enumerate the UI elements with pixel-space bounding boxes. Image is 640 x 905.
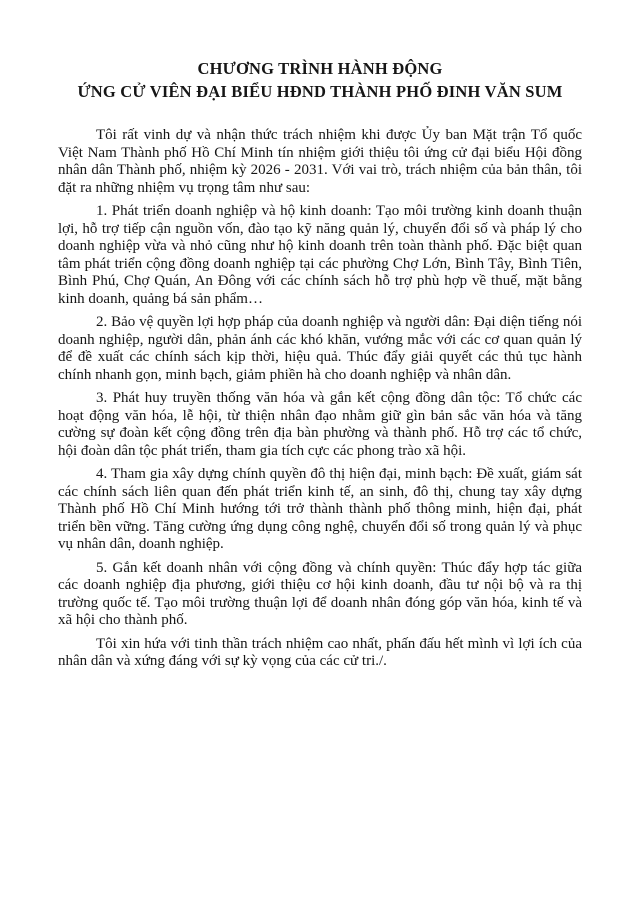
paragraph-closing-pledge: Tôi xin hứa với tinh thần trách nhiệm cao nhất, phấn đấu hết mình vì lợi ích của nhân dân và xứng đáng với sự kỳ vọng của các cử tri./. xyxy=(58,635,582,669)
paragraph-item-1-business-development: 1. Phát triển doanh nghiệp và hộ kinh doanh: Tạo môi trường kinh doanh thuận lợi, hỗ trợ tiếp cận nguồn vốn, đào tạo kỹ năng quản lý, chuyển đổi số và pháp lý cho doanh nghiệp vừa và nhỏ cũng như hộ kinh doanh trên toàn thành phố. Đặc biệt quan tâm phát triển cộng đồng doanh nghiệp tại các phường Chợ Lớn, Bình Tây, Bình Tiên, Bình Phú, Chợ Quán, An Đông với các chính sách hỗ trợ phù hợp về thuế, mặt bằng kinh doanh, quảng bá sản phẩm… xyxy=(58,203,582,307)
paragraph-intro: Tôi rất vinh dự và nhận thức trách nhiệm khi được Ủy ban Mặt trận Tổ quốc Việt Nam Thành phố Hồ Chí Minh tín nhiệm giới thiệu tôi ứng cử đại biểu Hội đồng nhân dân Thành phố, nhiệm kỳ 2026 - 2031. Với vai trò, trách nhiệm của bản thân, tôi đặt ra những nhiệm vụ trọng tâm như sau: xyxy=(58,127,582,196)
paragraph-item-5-entrepreneur-links: 5. Gắn kết doanh nhân với cộng đồng và chính quyền: Thúc đẩy hợp tác giữa các doanh nghiệp địa phương, giới thiệu cơ hội kinh doanh, đầu tư nội bộ và ra thị trường quốc tế. Tạo môi trường thuận lợi để doanh nhân đóng góp văn hóa, kinh tế và xã hội cho thành phố. xyxy=(58,559,582,628)
paragraph-item-2-rights-protection: 2. Bảo vệ quyền lợi hợp pháp của doanh nghiệp và người dân: Đại diện tiếng nói doanh nghiệp, người dân, phản ánh các khó khăn, vướng mắc với các cơ quan quản lý để đề xuất các chính sách kịp thời, hiệu quả. Thúc đẩy giải quyết các thủ tục hành chính nhanh gọn, minh bạch, giảm phiền hà cho doanh nghiệp và nhân dân. xyxy=(58,314,582,383)
paragraph-item-4-urban-government: 4. Tham gia xây dựng chính quyền đô thị hiện đại, minh bạch: Đề xuất, giám sát các chính sách liên quan đến phát triển kinh tế, an sinh, đô thị, chung tay xây dựng Thành phố Hồ Chí Minh hướng tới trở thành thành phố thông minh, hiện đại, phát triển bền vững. Tăng cường ứng dụng công nghệ, chuyển đổi số trong quản lý và phục vụ nhân dân, doanh nghiệp. xyxy=(58,466,582,552)
document-body xyxy=(58,127,582,671)
document-title-line-1: CHƯƠNG TRÌNH HÀNH ĐỘNG xyxy=(197,59,443,78)
document-header xyxy=(58,57,582,103)
document-title-line-2: ỨNG CỬ VIÊN ĐẠI BIỂU HĐND THÀNH PHỐ ĐINH VĂN SUM xyxy=(77,82,563,101)
paragraph-item-3-culture-community: 3. Phát huy truyền thống văn hóa và gắn kết cộng đồng dân tộc: Tổ chức các hoạt động văn hóa, lễ hội, từ thiện nhân đạo nhằm giữ gìn bản sắc văn hóa và tăng cường sự đoàn kết cộng đồng trên địa bàn phường và thành phố. Hỗ trợ các tổ chức, hội đoàn dân tộc phát triển, tham gia tích cực các phong trào xã hội. xyxy=(58,390,582,459)
